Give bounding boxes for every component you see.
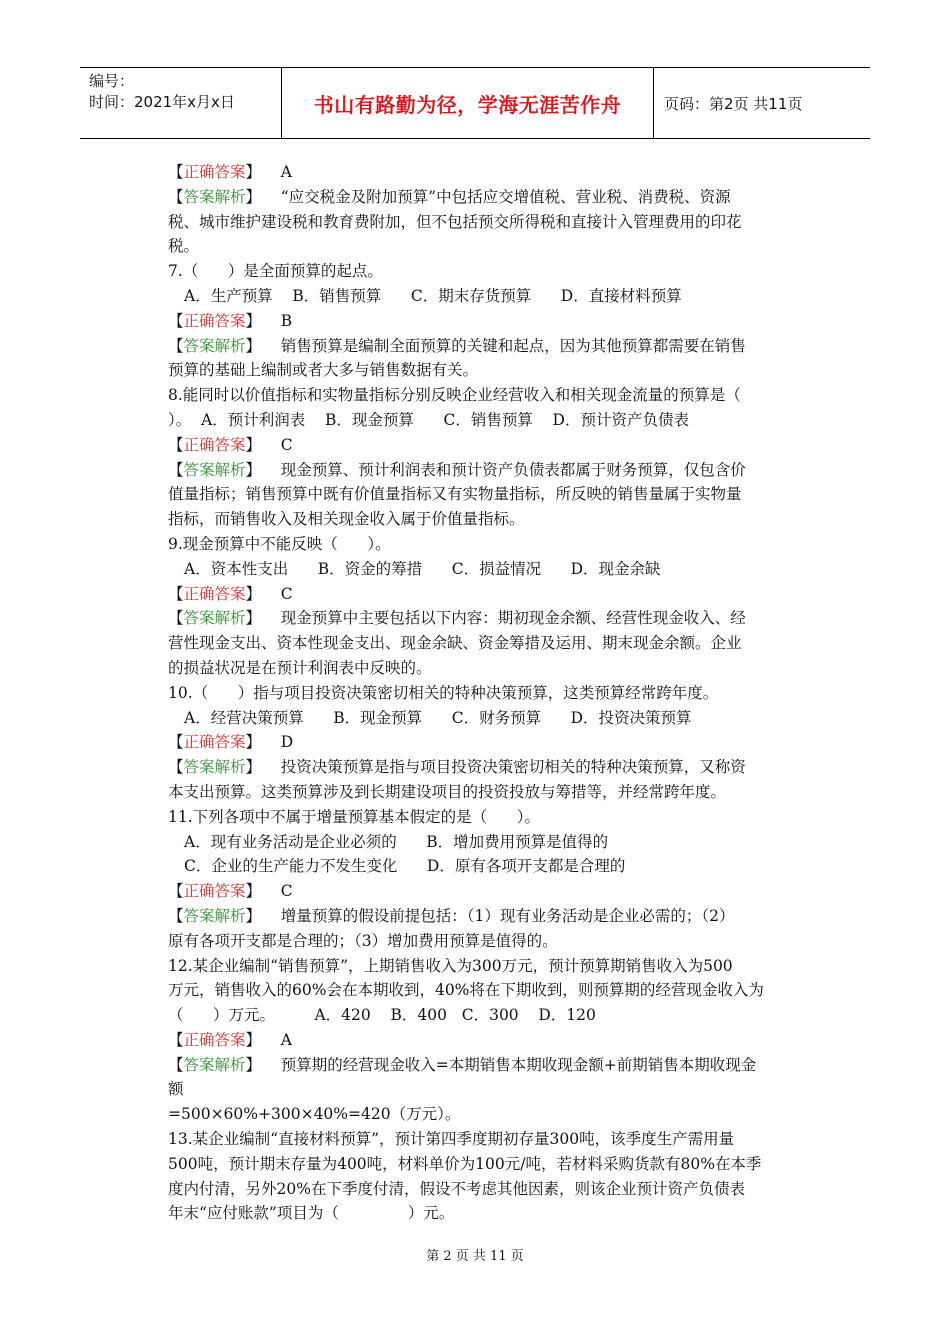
analysis-line (168, 458, 804, 483)
line-text: 现金预算中主要包括以下内容：期初现金余额、经营性现金收入、经 (261, 609, 746, 628)
bracket: 【 (168, 311, 184, 330)
bracket: 】 (245, 758, 262, 777)
bracket: 【 (168, 1055, 184, 1074)
text-line: 13.某企业编制“直接材料预算”，预计第四季度期初存量300吨，该季度生产需用量 (168, 1130, 735, 1149)
page-header (80, 67, 870, 139)
text-line: ）。 A．预计利润表 B．现金预算 C．销售预算 D．预计资产负债表 (168, 410, 689, 429)
bracket: 】 (245, 336, 262, 355)
answer-tag: 正确答案 (183, 733, 246, 752)
text-line: （ ）万元。 A．420 B．400 C．300 D．120 (168, 1006, 596, 1025)
bracket: 【 (168, 336, 184, 355)
text-line: 9.现金预算中不能反映（ ）。 (168, 534, 391, 553)
bracket: 【 (168, 584, 184, 603)
text-line: 8.能同时以价值指标和实物量指标分别反映企业经营收入和相关现金流量的预算是（ (168, 386, 741, 405)
text-line: 税。 (168, 237, 200, 256)
text-line: 7.（ ）是全面预算的起点。 (168, 262, 383, 281)
bracket: 【 (168, 435, 184, 454)
answer-tag: 正确答案 (183, 1030, 246, 1049)
bracket: 【 (168, 882, 184, 901)
text-line: 原有各项开支都是合理的；（3）增加费用预算是值得的。 (168, 931, 558, 950)
bracket: 【 (168, 460, 184, 479)
text-line: 营性现金支出、资本性现金支出、现金余缺、资金筹措及运用、期末现金余额。企业 (168, 634, 742, 653)
bracket: 【 (168, 1030, 184, 1049)
analysis-line (168, 606, 804, 631)
document-body (168, 160, 804, 1226)
line-text: B (261, 311, 293, 330)
header-motto: 书山有路勤为径，学海无涯苦作舟 (282, 68, 654, 138)
answer-line (168, 582, 804, 607)
answer-tag: 正确答案 (183, 584, 246, 603)
bracket: 】 (245, 460, 262, 479)
answer-line (168, 433, 804, 458)
line-text: 投资决策预算是指与项目投资决策密切相关的特种决策预算，又称资 (261, 758, 746, 777)
options-line: C．企业的生产能力不发生变化 D．原有各项开支都是合理的 (184, 857, 626, 876)
bracket: 】 (245, 1055, 262, 1074)
answer-line (168, 309, 804, 334)
bracket: 【 (168, 733, 184, 752)
text-line: 的损益状况是在预计利润表中反映的。 (168, 658, 432, 677)
line-text: C (261, 882, 293, 901)
answer-tag: 正确答案 (183, 163, 246, 181)
answer-line (168, 879, 804, 904)
text-line: 税、城市维护建设税和教育费附加，但不包括预交所得税和直接计入管理费用的印花 (168, 212, 742, 231)
line-text: 现金预算、预计利润表和预计资产负债表都属于财务预算，仅包含价 (261, 460, 746, 479)
bracket: 】 (245, 311, 262, 330)
page-footer: 第 2 页 共 11 页 (426, 1249, 524, 1264)
analysis-tag: 答案解析 (183, 906, 246, 925)
time-label: 时间：2021年x月x日 (89, 93, 235, 111)
line-text: 销售预算是编制全面预算的关键和起点，因为其他预算都需要在销售 (261, 336, 746, 355)
text-line: 12.某企业编制“销售预算”，上期销售收入为300万元，预计预算期销售收入为500 (168, 956, 733, 975)
bracket: 】 (245, 584, 262, 603)
analysis-tag: 答案解析 (183, 460, 246, 479)
answer-line (168, 1028, 804, 1053)
analysis-tag: 答案解析 (183, 758, 246, 777)
header-page-number: 页码：第2页 共11页 (664, 94, 803, 113)
line-text: A (261, 1030, 292, 1049)
text-line: =500×60%+300×40%=420（万元）。 (168, 1105, 461, 1124)
bracket: 【 (168, 163, 184, 181)
text-line: 度内付清，另外20%在下季度付清，假设不考虑其他因素，则该企业预计资产负债表 (168, 1179, 745, 1198)
answer-line (168, 730, 804, 755)
analysis-tag: 答案解析 (183, 1055, 246, 1074)
bracket: 】 (245, 1030, 262, 1049)
answer-tag: 正确答案 (183, 435, 246, 454)
bracket: 】 (245, 733, 262, 752)
text-line: 预算的基础上编制或者大多与销售数据有关。 (168, 361, 479, 380)
bracket: 【 (168, 758, 184, 777)
number-label: 编号： (89, 72, 135, 90)
bracket: 【 (168, 906, 184, 925)
options-line: A．现有业务活动是企业必须的 B．增加费用预算是值得的 (184, 832, 609, 851)
analysis-tag: 答案解析 (183, 336, 246, 355)
analysis-line (168, 185, 804, 210)
options-line: A．经营决策预算 B．现金预算 C．财务预算 D．投资决策预算 (184, 708, 692, 727)
text-line: 值量指标；销售预算中既有价值量指标又有实物量指标，所反映的销售量属于实物量 (168, 485, 742, 504)
analysis-tag: 答案解析 (183, 609, 246, 628)
header-meta (80, 68, 282, 138)
line-text: C (261, 435, 293, 454)
line-text: 预算期的经营现金收入=本期销售本期收现金额+前期销售本期收现金 (261, 1055, 757, 1074)
bracket: 】 (245, 435, 262, 454)
answer-tag: 正确答案 (183, 882, 246, 901)
bracket: 】 (245, 906, 262, 925)
line-text: A (261, 163, 292, 181)
bracket: 】 (245, 882, 262, 901)
bracket: 【 (168, 187, 184, 206)
bracket: 【 (168, 609, 184, 628)
text-line: 500吨，预计期末存量为400吨，材料单价为100元/吨，若材料采购货款有80%在本季 (168, 1154, 762, 1173)
answer-tag: 正确答案 (183, 311, 246, 330)
line-text: C (261, 584, 293, 603)
text-line: 本支出预算。这类预算涉及到长期建设项目的投资投放与筹措等，并经常跨年度。 (168, 782, 727, 801)
options-line: A．生产预算 B．销售预算 C．期末存货预算 D．直接材料预算 (184, 286, 682, 305)
analysis-tag: 答案解析 (183, 187, 246, 206)
text-line: 额 (168, 1080, 184, 1099)
analysis-line (168, 904, 804, 929)
analysis-line (168, 1053, 804, 1078)
text-line: 万元，销售收入的60%会在本期收到，40%将在下期收到，则预算期的经营现金收入为 (168, 981, 764, 1000)
text-line: 年末“应付账款”项目为（ ）元。 (168, 1204, 455, 1223)
line-text: D (261, 733, 294, 752)
text-line: 10.（ ）指与项目投资决策密切相关的特种决策预算，这类预算经常跨年度。 (168, 683, 719, 702)
options-line: A．资本性支出 B．资金的筹措 C．损益情况 D．现金余缺 (184, 559, 661, 578)
bracket: 】 (245, 187, 262, 206)
bracket: 】 (245, 609, 262, 628)
line-text: “应交税金及附加预算”中包括应交增值税、营业税、消费税、资源 (261, 187, 731, 206)
answer-line (168, 160, 804, 185)
bracket: 】 (245, 163, 262, 181)
analysis-line (168, 334, 804, 359)
analysis-line (168, 755, 804, 780)
text-line: 11.下列各项中不属于增量预算基本假定的是（ ）。 (168, 807, 540, 826)
line-text: 增量预算的假设前提包括：（1）现有业务活动是企业必需的；（2） (261, 906, 735, 925)
text-line: 指标，而销售收入及相关现金收入属于价值量指标。 (168, 510, 525, 529)
